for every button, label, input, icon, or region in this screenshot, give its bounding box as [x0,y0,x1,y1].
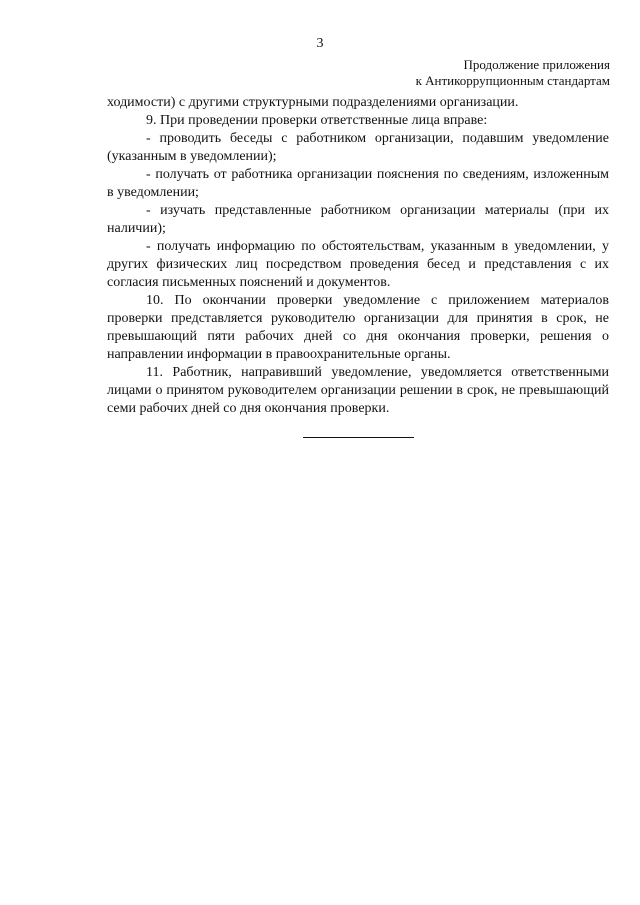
paragraph-continuation: ходимости) с другими структурными подразделениями организации. [107,95,519,110]
paragraph-bullet-information: - получать информацию по обстоятельствам, указанным в уведомлении, у других физических лиц посредством проведения бесед и представления с их согласия письменных пояснений и документов. [107,239,609,290]
paragraph-bullet-conversations: - проводить беседы с работником организации, подавшим уведомление (указанным в уведомлении); [107,131,609,164]
document-body [107,94,609,418]
page-number: 3 [316,36,324,51]
paragraph-item-9: 9. При проведении проверки ответственные лица вправе: [146,113,488,128]
paragraph-bullet-materials: - изучать представленные работником организации материалы (при их наличии); [107,203,609,236]
paragraph-item-10: 10. По окончании проверки уведомление с приложением материалов проверки представляется руководителю организации для принятия в срок, не превышающий пяти рабочих дней со дня окончания проверки, решения о направлении информации в правоохранительные органы. [107,293,609,362]
paragraph-item-11: 11. Работник, направивший уведомление, уведомляется ответственными лицами о принятом руководителем организации решении в срок, не превышающий семи рабочих дней со дня окончания проверки. [107,365,609,416]
appendix-header-line-1: Продолжение приложения [463,57,610,72]
paragraph-bullet-explanations: - получать от работника организации пояснения по сведениям, изложенным в уведомлении; [107,167,609,200]
end-separator-line [303,437,414,438]
appendix-header-line-2: к Антикоррупционным стандартам [415,73,610,88]
appendix-header [310,57,610,89]
